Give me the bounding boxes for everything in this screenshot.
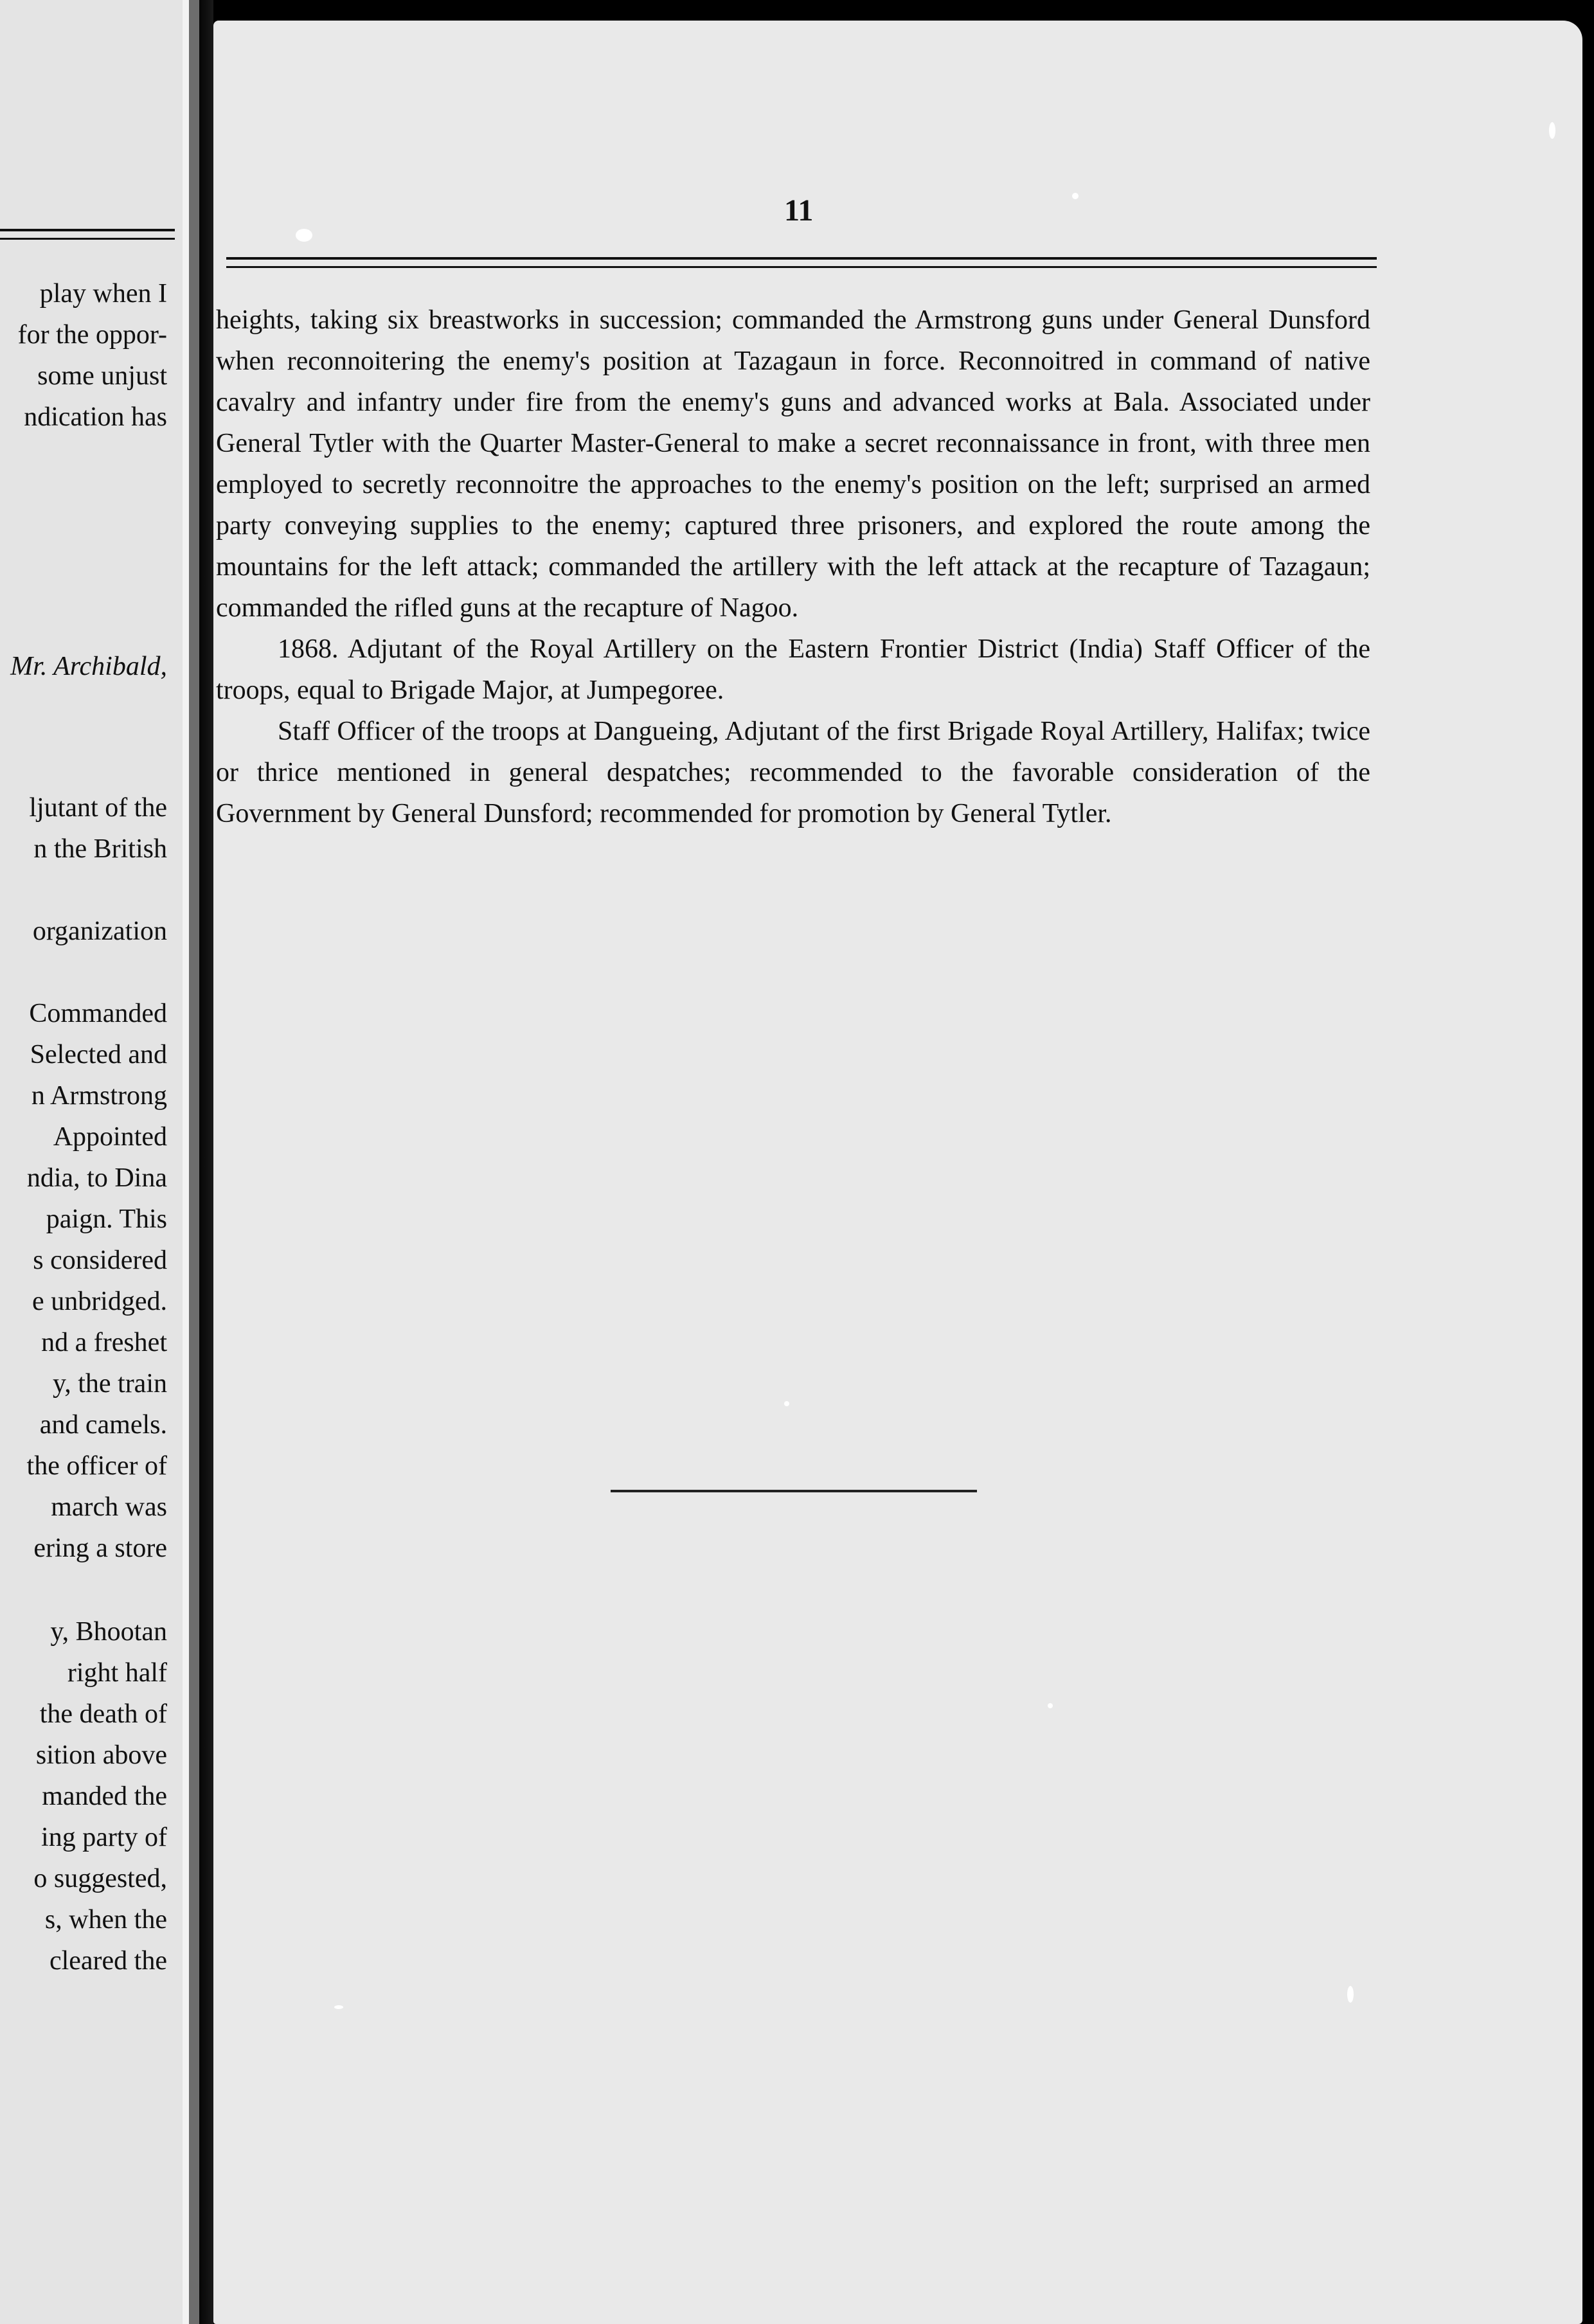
paper-speck — [1048, 1703, 1053, 1708]
paper-speck — [1347, 1986, 1354, 2003]
left-page-line: Appointed — [53, 1122, 167, 1152]
left-page-line: n the British — [33, 834, 167, 864]
page-edge-shadow — [189, 0, 199, 2324]
left-page-line: cleared the — [49, 1946, 167, 1976]
paper-speck — [296, 229, 312, 242]
section-end-rule — [611, 1490, 977, 1492]
left-page-line: and camels. — [39, 1410, 167, 1440]
left-page-line: some unjust — [37, 361, 167, 391]
paper-speck — [1549, 122, 1555, 139]
header-rule — [226, 257, 1377, 260]
left-page-line: Commanded — [29, 999, 167, 1028]
left-page-line: y, Bhootan — [50, 1617, 167, 1647]
left-page-line: Selected and — [30, 1040, 167, 1069]
left-page-line: for the oppor- — [17, 320, 167, 350]
paragraph: heights, taking six breastworks in succession; commanded the Armstrong guns under General Dunsford when reconnoitering the enemy's position at Tazagaun in force. Reconnoitred in command of native cavalry and infantry under fire from the enemy's guns and advanced works at Bala. Associated under General Tytler with the Quarter Master-General to make a secret reconnaissance in front, with three men employed to secretly reconnoitre the approaches to the enemy's position on the left; surprised an armed party conveying supplies to the enemy; captured three prisoners, and explored the route among the mountains for the left attack; commanded the artillery with the left attack at the recapture of Tazagaun; commanded the rifled guns at the recapture of Nagoo. — [216, 305, 1370, 623]
header-rule — [226, 266, 1377, 268]
left-page-line: ljutant of the — [29, 793, 167, 823]
left-page-line: manded the — [42, 1782, 167, 1811]
left-page-line: sition above — [35, 1740, 167, 1770]
paragraph: Staff Officer of the troops at Dangueing, Adjutant of the first Brigade Royal Artillery, Halifax; twice or thrice mentioned in general despatches; recommended to the favorable consideration of the Government by General Dunsford; recommended for promotion by General Tytler. — [216, 717, 1370, 828]
body-text — [216, 299, 1370, 834]
left-page-line: y, the train — [52, 1369, 167, 1399]
paragraph: 1868. Adjutant of the Royal Artillery on the Eastern Frontier District (India) Staff Officer of the troops, equal to Brigade Major, at Jumpegoree. — [216, 634, 1370, 705]
left-page-line: play when I — [39, 279, 167, 308]
left-page-line: ndication has — [24, 402, 167, 432]
left-page-line: ing party of — [41, 1823, 167, 1852]
left-page-line: the death of — [39, 1699, 167, 1729]
left-page-line: right half — [67, 1658, 167, 1688]
paper-speck — [1072, 193, 1079, 199]
left-page-line: march was — [51, 1492, 167, 1522]
left-page-line: s considered — [33, 1246, 167, 1275]
paper-speck — [784, 1401, 789, 1406]
left-page-rule — [0, 229, 175, 231]
left-page-line: Mr. Archibald, — [10, 652, 167, 681]
left-page-rule — [0, 238, 175, 240]
left-page-line: the officer of — [26, 1451, 167, 1481]
left-page-line: ering a store — [33, 1533, 167, 1563]
left-page-line: ndia, to Dina — [26, 1163, 167, 1193]
left-page-line: o suggested, — [33, 1864, 167, 1893]
left-page-line: e unbridged. — [32, 1287, 167, 1316]
left-page-line: organization — [32, 916, 167, 946]
left-page-line: s, when the — [44, 1905, 167, 1935]
paper-speck — [334, 2005, 343, 2009]
left-page-line: paign. This — [46, 1204, 167, 1234]
left-page-line: n Armstrong — [31, 1081, 167, 1111]
page-number: 11 — [784, 193, 814, 228]
left-page-line: nd a freshet — [41, 1328, 167, 1357]
